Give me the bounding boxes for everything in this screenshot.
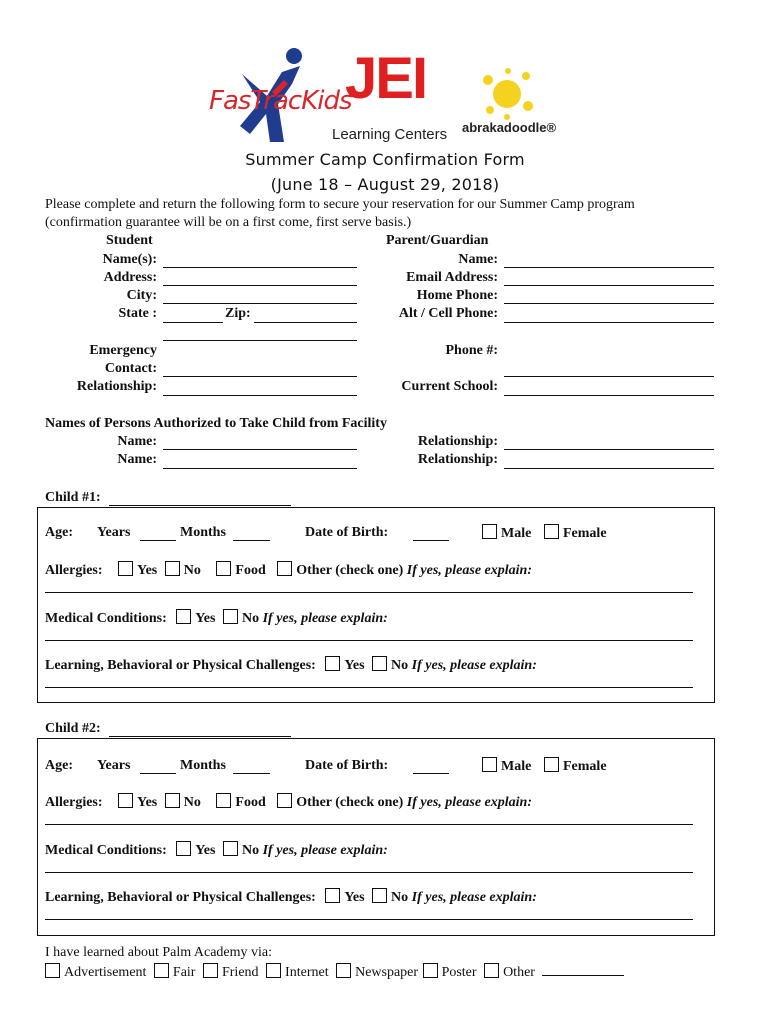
current-school-label: Current School: xyxy=(401,379,498,394)
checkbox[interactable] xyxy=(482,524,497,539)
medical-no-checkbox[interactable] xyxy=(223,609,238,624)
food-label: Food xyxy=(235,563,266,578)
medical-label: Medical Conditions: xyxy=(45,611,167,626)
learning-yes-checkbox[interactable] xyxy=(325,656,340,671)
parent-name-field[interactable] xyxy=(504,267,714,268)
no-label: No xyxy=(391,890,409,905)
emergency-relationship-field[interactable] xyxy=(163,395,357,396)
child-2-years-field[interactable] xyxy=(140,773,176,774)
jei-subtitle: Learning Centers xyxy=(332,126,448,143)
newspaper-checkbox[interactable] xyxy=(336,963,351,978)
allergy-other-checkbox[interactable] xyxy=(277,561,292,576)
referral-option-label: Internet xyxy=(285,965,329,980)
internet-checkbox[interactable] xyxy=(266,963,281,978)
explain-label: If yes, please explain: xyxy=(262,843,388,858)
child-2-months-field[interactable] xyxy=(233,773,270,774)
allergy-no-checkbox[interactable] xyxy=(165,561,180,576)
yes-label: Yes xyxy=(195,843,216,858)
checkbox[interactable] xyxy=(544,524,559,539)
advertisement-checkbox[interactable] xyxy=(45,963,60,978)
current-school-field[interactable] xyxy=(504,395,714,396)
student-address-label: Address: xyxy=(103,270,157,285)
friend-checkbox[interactable] xyxy=(203,963,218,978)
child-2-dob-label: Date of Birth: xyxy=(305,758,389,773)
emergency-phone-field[interactable] xyxy=(504,376,714,377)
authorized-relationship-2-label: Relationship: xyxy=(417,452,498,467)
child-1-learning-row xyxy=(45,656,537,674)
referral-option-label: Friend xyxy=(221,965,259,980)
emergency-phone-label: Phone #: xyxy=(445,343,498,358)
other-label: Other (check one) xyxy=(296,563,404,578)
child-1-female-option[interactable] xyxy=(544,524,607,542)
authorized-heading: Names of Persons Authorized to Take Child from Facility xyxy=(45,416,387,431)
form-title: Summer Camp Confirmation Form xyxy=(245,150,525,169)
parent-home-phone-field[interactable] xyxy=(504,303,714,304)
jei-logo: JEI xyxy=(345,46,427,111)
no-label: No xyxy=(391,658,409,673)
learning-no-checkbox[interactable] xyxy=(372,888,387,903)
allergy-food-checkbox[interactable] xyxy=(216,561,231,576)
referral-option-label: Other xyxy=(503,965,535,980)
student-names-label: Name(s): xyxy=(102,252,157,267)
authorized-relationship-1-label: Relationship: xyxy=(417,434,498,449)
medical-no-checkbox[interactable] xyxy=(223,841,238,856)
child-2-years-label: Years xyxy=(97,758,131,773)
emergency-label-1: Emergency xyxy=(89,343,157,358)
female-label: Female xyxy=(563,526,607,541)
explain-label: If yes, please explain: xyxy=(262,611,388,626)
form-dates: (June 18 – August 29, 2018) xyxy=(270,175,500,194)
referral-option-label: Advertisement xyxy=(64,965,147,980)
allergy-yes-checkbox[interactable] xyxy=(118,793,133,808)
child-2-learning-explain-field[interactable] xyxy=(45,919,693,920)
parent-heading: Parent/Guardian xyxy=(386,233,489,248)
intro-text-line-2: (confirmation guarantee will be on a first come, first serve basis.) xyxy=(45,215,412,230)
allergies-label: Allergies: xyxy=(45,563,103,578)
yes-label: Yes xyxy=(195,611,216,626)
student-city-field[interactable] xyxy=(163,303,357,304)
student-heading: Student xyxy=(106,233,153,248)
allergies-label: Allergies: xyxy=(45,795,103,810)
explain-label: If yes, please explain: xyxy=(411,658,537,673)
student-address-field[interactable] xyxy=(163,285,357,286)
other-label: Other (check one) xyxy=(296,795,404,810)
referral-options xyxy=(45,963,624,981)
parent-name-label: Name: xyxy=(458,252,498,267)
no-label: No xyxy=(183,563,201,578)
student-state-field[interactable] xyxy=(163,322,223,323)
yes-label: Yes xyxy=(344,890,365,905)
emergency-relationship-label: Relationship: xyxy=(76,379,157,394)
referral-heading: I have learned about Palm Academy via: xyxy=(45,945,273,960)
medical-yes-checkbox[interactable] xyxy=(176,841,191,856)
female-label: Female xyxy=(563,759,607,774)
other-referral-field[interactable] xyxy=(542,975,624,976)
yes-label: Yes xyxy=(137,795,158,810)
authorized-name-2-field[interactable] xyxy=(163,468,357,469)
authorized-name-1-field[interactable] xyxy=(163,449,357,450)
referral-option-label: Newspaper xyxy=(355,965,419,980)
child-1-months-label: Months xyxy=(180,525,226,540)
emergency-contact-field-top[interactable] xyxy=(163,340,357,341)
referral-option-label: Poster xyxy=(441,965,477,980)
food-label: Food xyxy=(235,795,266,810)
child-1-months-field[interactable] xyxy=(233,540,270,541)
student-zip-field[interactable] xyxy=(254,322,357,323)
sun-splat-icon xyxy=(478,66,536,122)
child-1-years-field[interactable] xyxy=(140,540,176,541)
child-2-dob-field[interactable] xyxy=(413,773,449,774)
learning-no-checkbox[interactable] xyxy=(372,656,387,671)
child-1-learning-explain-field[interactable] xyxy=(45,687,693,688)
emergency-label-2: Contact: xyxy=(104,361,157,376)
poster-checkbox[interactable] xyxy=(423,963,438,978)
allergy-other-checkbox[interactable] xyxy=(277,793,292,808)
child-2-medical-explain-field[interactable] xyxy=(45,872,693,873)
parent-email-field[interactable] xyxy=(504,285,714,286)
authorized-relationship-2-field[interactable] xyxy=(504,468,714,469)
child-1-years-label: Years xyxy=(97,525,131,540)
parent-cell-phone-field[interactable] xyxy=(504,322,714,323)
emergency-contact-field[interactable] xyxy=(163,376,357,377)
no-label: No xyxy=(241,611,260,626)
yes-label: Yes xyxy=(137,563,158,578)
explain-label: If yes, please explain: xyxy=(406,795,532,810)
child-1-allergies-row xyxy=(45,561,532,579)
allergy-food-checkbox[interactable] xyxy=(216,793,231,808)
fastrackids-logo-text: FasTracKids xyxy=(209,86,352,116)
child-1-label: Child #1: xyxy=(45,490,101,505)
male-label: Male xyxy=(501,526,532,541)
child-1-allergies-explain-field[interactable] xyxy=(45,592,693,593)
authorized-name-2-label: Name: xyxy=(117,452,157,467)
child-2-allergies-row xyxy=(45,793,532,811)
student-names-field[interactable] xyxy=(163,267,357,268)
child-2-age-label: Age: xyxy=(45,758,73,773)
child-1-medical-explain-field[interactable] xyxy=(45,640,693,641)
child-1-name-field[interactable] xyxy=(109,505,291,506)
learning-label: Learning, Behavioral or Physical Challenges: xyxy=(45,890,316,905)
learning-yes-checkbox[interactable] xyxy=(325,888,340,903)
parent-home-phone-label: Home Phone: xyxy=(416,288,498,303)
student-zip-label: Zip: xyxy=(225,306,251,321)
explain-label: If yes, please explain: xyxy=(406,563,532,578)
parent-cell-phone-label: Alt / Cell Phone: xyxy=(398,306,498,321)
no-label: No xyxy=(183,795,201,810)
checkbox[interactable] xyxy=(544,757,559,772)
student-city-label: City: xyxy=(126,288,157,303)
child-2-learning-row xyxy=(45,888,537,906)
child-1-dob-label: Date of Birth: xyxy=(305,525,389,540)
child-2-male-option[interactable] xyxy=(482,757,531,775)
child-1-dob-field[interactable] xyxy=(413,540,449,541)
abrakadoodle-logo: abrakadoodle® xyxy=(462,120,557,135)
child-2-allergies-explain-field[interactable] xyxy=(45,824,693,825)
medical-yes-checkbox[interactable] xyxy=(176,609,191,624)
referral-option-label: Fair xyxy=(172,965,196,980)
child-1-male-option[interactable] xyxy=(482,524,531,542)
fair-checkbox[interactable] xyxy=(154,963,169,978)
allergy-no-checkbox[interactable] xyxy=(165,793,180,808)
student-state-label: State : xyxy=(118,306,157,321)
parent-email-label: Email Address: xyxy=(406,270,498,285)
child-2-female-option[interactable] xyxy=(544,757,607,775)
medical-label: Medical Conditions: xyxy=(45,843,167,858)
checkbox[interactable] xyxy=(482,757,497,772)
child-1-age-label: Age: xyxy=(45,525,73,540)
child-2-medical-row xyxy=(45,841,388,859)
other-checkbox[interactable] xyxy=(484,963,499,978)
learning-label: Learning, Behavioral or Physical Challenges: xyxy=(45,658,316,673)
child-2-name-field[interactable] xyxy=(109,736,291,737)
intro-text-line-1: Please complete and return the following form to secure your reservation for our Summer Camp program xyxy=(45,197,635,212)
explain-label: If yes, please explain: xyxy=(411,890,537,905)
allergy-yes-checkbox[interactable] xyxy=(118,561,133,576)
child-2-label: Child #2: xyxy=(45,721,101,736)
child-1-medical-row xyxy=(45,609,388,627)
male-label: Male xyxy=(501,759,532,774)
authorized-name-1-label: Name: xyxy=(117,434,157,449)
no-label: No xyxy=(241,843,260,858)
child-2-months-label: Months xyxy=(180,758,226,773)
authorized-relationship-1-field[interactable] xyxy=(504,449,714,450)
yes-label: Yes xyxy=(344,658,365,673)
